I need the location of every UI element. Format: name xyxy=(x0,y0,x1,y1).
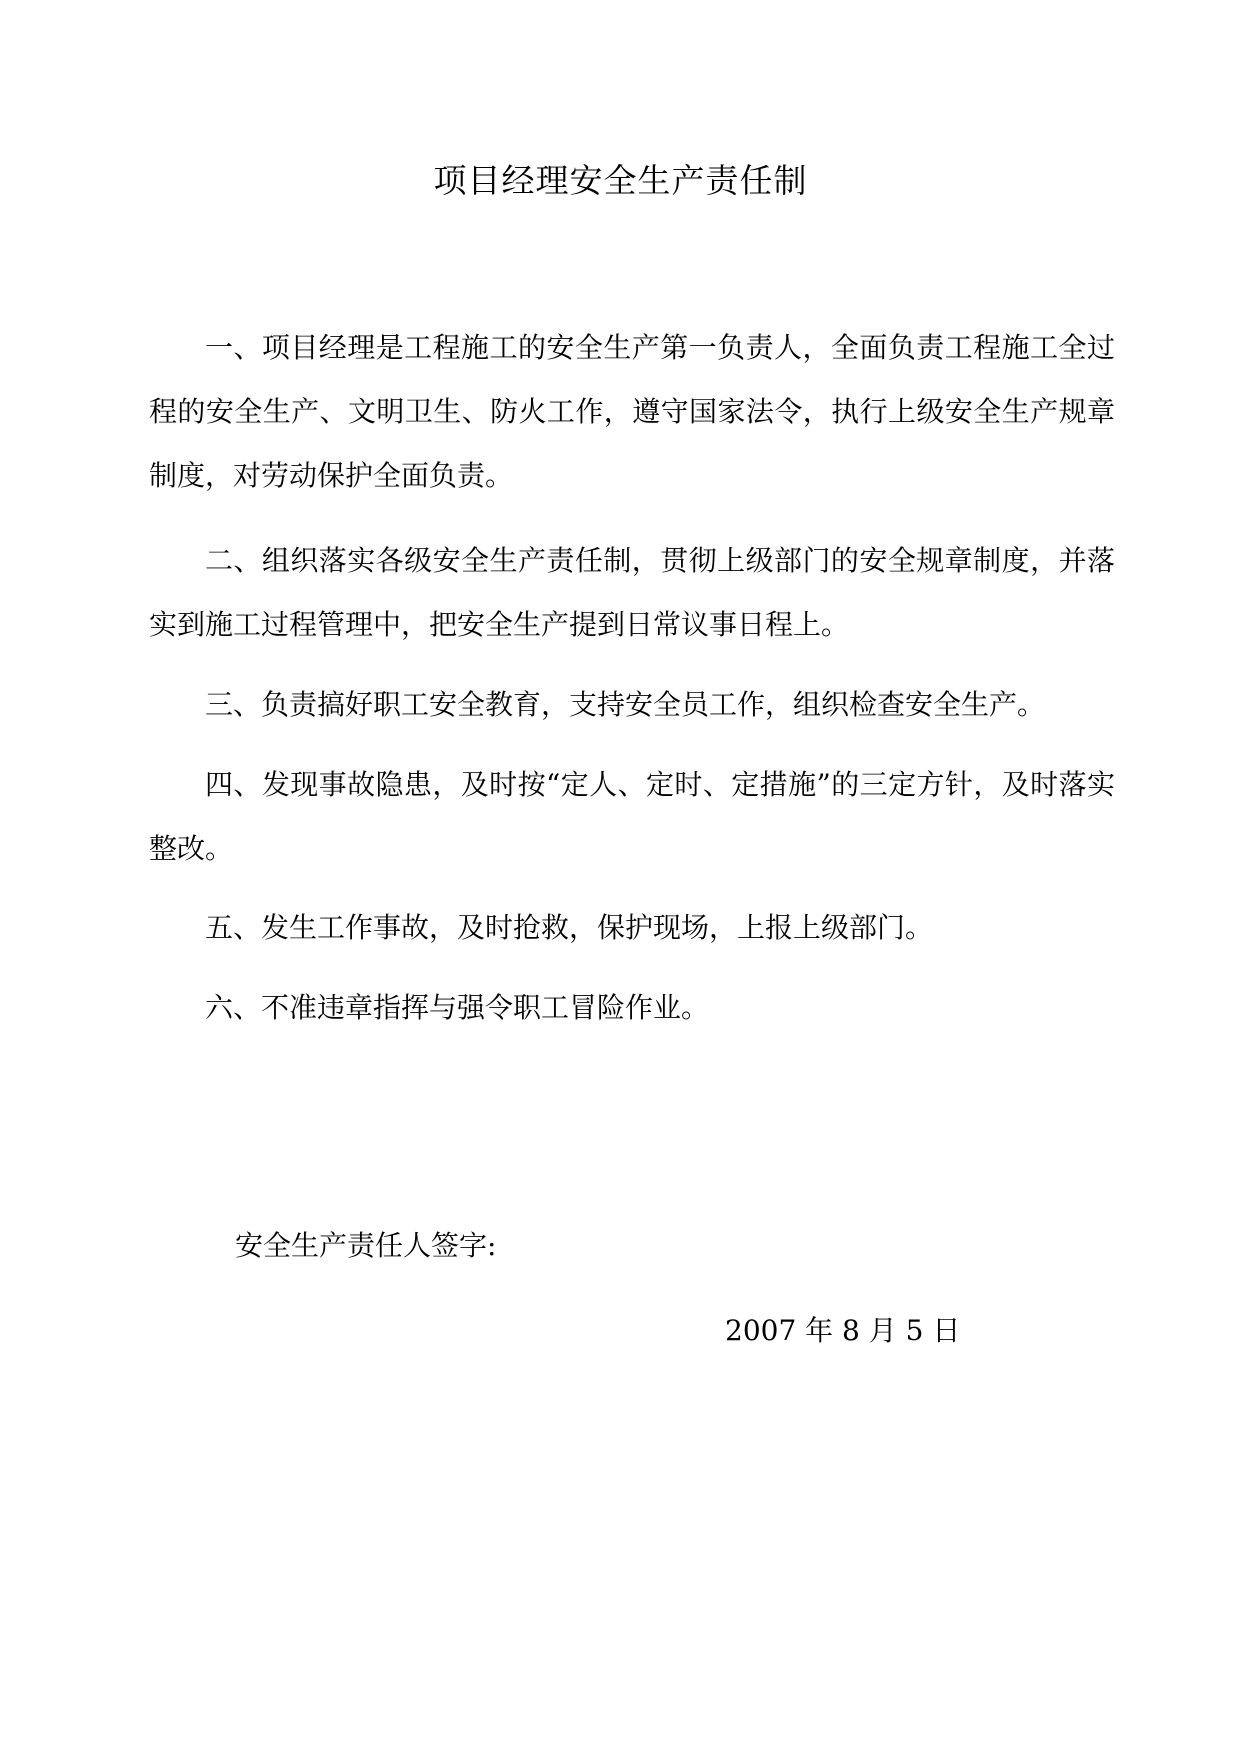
signature-label: 安全生产责任人签字: xyxy=(235,1229,497,1262)
clause-4: 四、发现事故隐患，及时按“定人、定时、定措施”的三定方针，及时落实整改。 xyxy=(149,768,1115,865)
clause-3: 三、负责搞好职工安全教育，支持安全员工作，组织检查安全生产。 xyxy=(205,688,1046,721)
clause-1: 一、项目经理是工程施工的安全生产第一负责人，全面负责工程施工全过程的安全生产、文明卫生、防火工作，遵守国家法令，执行上级安全生产规章制度，对劳动保护全面负责。 xyxy=(149,331,1115,492)
clause-6: 六、不准违章指挥与强令职工冒险作业。 xyxy=(205,991,710,1024)
clause-2: 二、组织落实各级安全生产责任制，贯彻上级部门的安全规章制度，并落实到施工过程管理中，把安全生产提到日常议事日程上。 xyxy=(149,544,1115,641)
document-title: 项目经理安全生产责任制 xyxy=(433,161,808,200)
document-date: 2007 年 8 月 5 日 xyxy=(725,1314,961,1347)
clause-5: 五、发生工作事故，及时抢救，保护现场，上报上级部门。 xyxy=(205,911,934,944)
